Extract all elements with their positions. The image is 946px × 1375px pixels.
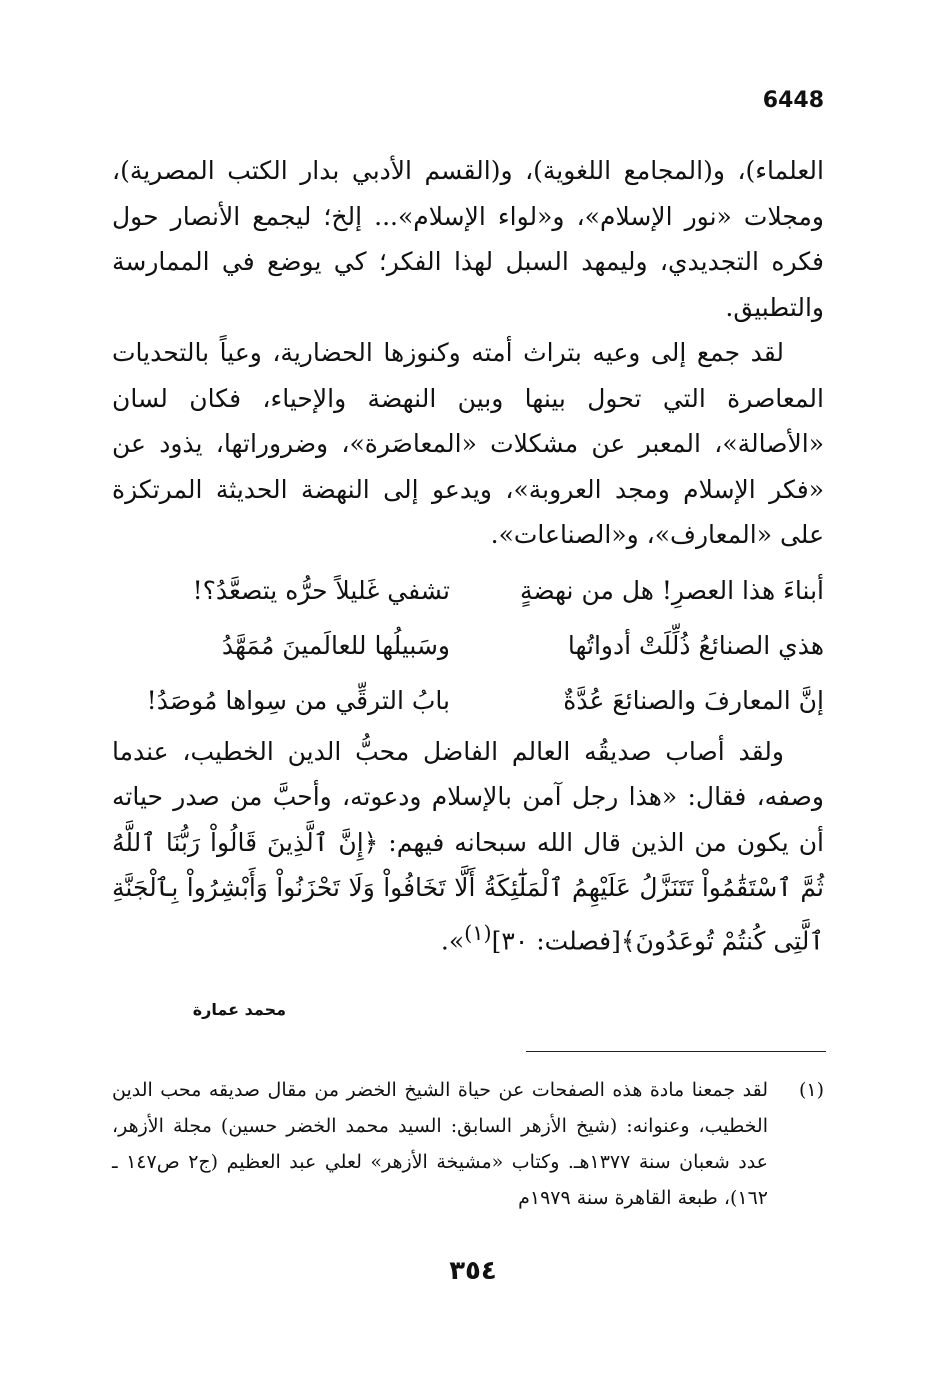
poem [112,564,824,729]
poem-verse [112,619,824,674]
main-text [112,148,824,963]
footnote-reference[interactable]: (١) [464,920,492,945]
footnote-divider [526,1051,826,1052]
verse-first-hemistich: أبناءَ هذا العصرِ! هل من نهضةٍ [519,576,824,606]
page-number: ٣٥٤ [449,1256,497,1286]
paragraph: العلماء)، و(المجامع اللغوية)، و(القسم الأدبي بدار الكتب المصرية)، ومجلات «نور الإسلام»، و«لواء الإسلام»... إلخ؛ ليجمع الأنصار حول فكره التجديدي، وليمهد السبل لهذا الفكر؛ كي يوضع في الممارسة والتطبيق. [112,156,824,322]
closing-end: ». [440,925,465,955]
footnote [112,1072,824,1216]
verse-second-hemistich: بابُ الترقِّي من سِواها مُوصَدُ! [146,686,450,716]
closing-intro: ولقد أصاب صديقُه العالم الفاضل محبُّ الدين الخطيب، عندما وصفه، فقال: «هذا رجل آمن بالإسلام ودعوته، وأحبَّ من صدر حياته أن يكون من الذين قال الله سبحانه فيهم: [112,736,824,857]
verse-second-hemistich: وسَبيلُها للعالَمينَ مُمَهَّدُ [221,631,450,661]
footnote-number: (١) [798,1079,824,1101]
verse-citation: [فصلت: ٣٠] [491,925,621,955]
author-signature: محمد عمارة [192,1000,286,1019]
page-identifier: 6448 [762,88,824,113]
poem-verse [112,564,824,619]
verse-first-hemistich: إنَّ المعارفَ والصنائعَ عُدَّةٌ [563,686,824,716]
paragraph: لقد جمع إلى وعيه بتراث أمته وكنوزها الحضارية، وعياً بالتحديات المعاصرة التي تحول بينها وبين النهضة والإحياء، فكان لسان «الأصالة»، المعبر عن مشكلات «المعاصَرة»، وضروراتها، يذود عن «فكر الإسلام ومجد العروبة»، ويدعو إلى النهضة الحديثة المرتكزة على «المعارف»، و«الصناعات». [112,338,824,549]
verse-first-hemistich: هذي الصنائعُ ذُلِّلَتْ أدواتُها [567,631,824,661]
verse-second-hemistich: تشفي غَليلاً حرُّه يتصعَّدُ؟! [192,576,450,606]
quran-verse: ﴿إِنَّ ٱلَّذِينَ قَالُواْ رَبُّنَا ٱللَّهُ ثُمَّ ٱسْتَقَٰمُواْ تَتَنَزَّلُ عَلَيْهِمُ ٱلْمَلَٰٓئِكَةُ أَلَّا تَخَافُواْ وَلَا تَحْزَنُواْ وَأَبْشِرُواْ بِٱلْجَنَّةِ ٱلَّتِى كُنتُمْ تُوعَدُونَ﴾ [112,827,824,955]
closing-paragraph [112,729,824,964]
footnote-text: لقد جمعنا مادة هذه الصفحات عن حياة الشيخ الخضر من مقال صديقه محب الدين الخطيب، وعنوانه: (شيخ الأزهر السابق: السيد محمد الخضر حسين) مجلة الأزهر، عدد شعبان سنة ١٣٧٧هـ. وكتاب «مشيخة الأزهر» لعلي عبد العظيم (ج٢ ص١٤٧ ـ ١٦٢)، طبعة القاهرة سنة ١٩٧٩م [112,1079,769,1209]
poem-verse [112,674,824,729]
